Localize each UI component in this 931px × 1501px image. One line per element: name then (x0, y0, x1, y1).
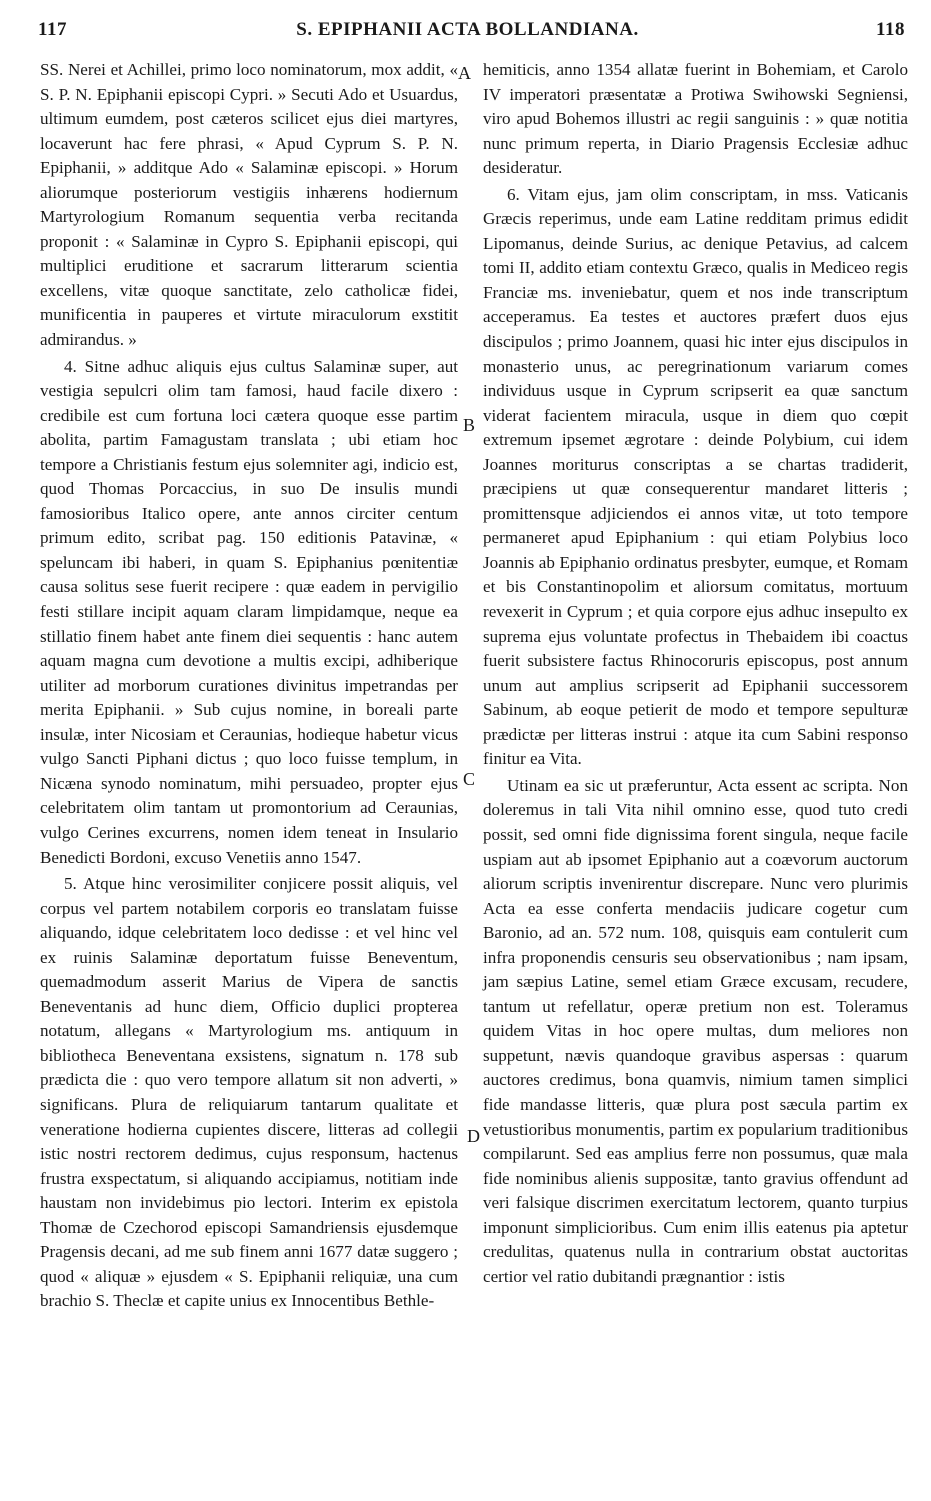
margin-letter-d: D (467, 1126, 480, 1146)
page-number-left: 117 (38, 19, 67, 40)
margin-letter-b: B (463, 415, 476, 435)
left-paragraph-2: 4. Sitne adhuc aliquis ejus cultus Salaminæ super, aut vestigia sepulcri olim tam famosi, haud facile dixero : credibile est cum fortuna loci cætera quoque esse partim abolita, partim Famagustam translata ; ubi etiam hoc tempore a Christianis festum ejus solemniter agi, indicio est, quod Thomas Porcaccius, in suo De insulis mundi famosioribus Italico opere, ante annos circiter centum primum edito, scribat pag. 150 editionis Patavinæ, « speluncam ibi haberi, in quam S. Epiphanius pœnitentiæ causa solitus sese fuerit recipere : quæ eadem in pervigilio festi stillare incipit aquam claram limpidamque, neque ea stillatio finem habet ante finem diei sequentis : hanc autem aquam magna cum devotione a multis excipi, adhiberique utiliter ad morborum curationes divinitus impetrandas per merita Epiphanii. » Sub cujus nomine, in boreali parte insulæ, inter Nicosiam et Ceraunias, hodieque habetur vicus vulgo Sancti Piphani dictus ; quo loco fuisse templum, in Nicæna synodo nominatum, mihi persuadeo, propter ejus celebritatem olim tantam ut promontorium ad Ceraunias, vulgo Cerines excurrens, nomen idem teneat in Insulario Benedicti Bordoni, excuso Venetiis anno 1547. (40, 356, 458, 867)
page-number-right: 118 (876, 19, 905, 40)
page-title: S. EPIPHANII ACTA BOLLANDIANA. (296, 19, 639, 40)
left-paragraph-3: 5. Atque hinc verosimiliter conjicere possit aliquis, vel corpus vel partem notabilem corporis eo translatam fuisse aliquando, idque celebritatem loco dedisse : et vel hinc vel ex ruinis Salaminæ deportatum fuisse Beneventum, quemadmodum asserit Marius de Vipera de sanctis Beneventanis ad hunc diem, Officio duplici propterea notatum, allegans « Martyrologium ms. antiquum in bibliotheca Beneventana exsistens, signatum n. 178 sub prædicta die : quo vero tempore allatum sit non adverti, » significans. Plura de reliquiarum tantarum qualitate et veneratione hodierna cupientes discere, litteras ad collegii istic nostri rectorem dedimus, cujus responsum, hactenus frustra exspectatum, si aliquando accipiamus, notitiam inde haustam non invidebimus pio lectori. Interim ex epistola Thomæ de Czechorod episcopi Samandriensis ejusdemque Pragensis decani, ad me sub finem anni 1677 datæ suggero ; quod « aliquæ » ejusdem « S. Epiphanii reliquiæ, una cum brachio S. Theclæ et capite unius ex Innocentibus Bethle- (40, 874, 458, 1311)
margin-letter-a: A (458, 63, 471, 83)
running-head (30, 10, 905, 50)
right-paragraph-2: 6. Vitam ejus, jam olim conscriptam, in mss. Vaticanis Græcis reperimus, unde eam Latine redditam primus edidit Lipomanus, deinde Surius, ac denique Petavius, ad calcem tomi II, addito etiam contextu Græco, qualis in Mediceo regis Franciæ ms. inveniebatur, quem et nos inde transcriptum acceperamus. Ea testes et auctores præfert duos ejus discipulos ; primo Joannem, quasi hic inter ejus discipulos in monasterio unus, ac peregrinationum variarum comes individuus usque in Cyprum scripserit ea quæ sanctum viderat facientem miracula, usque in diem quo cœpit extremum ipsemet ægrotare : deinde Polybium, cui idem Joannes moriturus conscriptas a se chartas tradiderit, præcipiens ut quæ consequerentur mandaret litteris ; promittensque adjiciendos ei annos vitæ, ut toto tempore permaneret apud Epiphanium : qui etiam Polybius loco Joannis ab Epiphanio ordinatus presbyter, eumque, et Romam et bis Constantinopolim et aliorsum comitatus, mortuum revexerit in Cyprum ; et quia corpore ejus adhuc insepulto ex suprema ejus voluntate profectus in Thebaidem ibi coactus fuerit subsistere factus Rhinocoruris episcopus, post annum unum aut amplius scripserit ad Epiphanii successorem Sabinum, ab eoque petierit de modo et tempore sepulturæ prædictæ per litteras instrui : atque ita cum Sabini responso finitur ea Vita. (483, 184, 908, 769)
left-paragraph-1: SS. Nerei et Achillei, primo loco nominatorum, mox addit, « S. P. N. Epiphanii episcopi Cypri. » Secuti Ado et Usuardus, ultimum eumdem, post cæteros scilicet ejus diei martyres, locaverunt hac fere phrasi, « Apud Cyprum S. P. N. Epiphanii, » additque Ado « Salaminæ episcopi. » Horum aliorumque posteriorum vestigiis inhærens hodiernum Martyrologium Romanum sequentia verba recitanda proponit : « Salaminæ in Cypro S. Epiphanii episcopi, qui multiplici eruditione et sacrarum litterarum scientia excellens, vitæ quoque sanctitate, zelo catholicæ fidei, munificentia in pauperes et virtute miraculorum exstitit admirandus. » (40, 60, 458, 350)
right-paragraph-1: hemiticis, anno 1354 allatæ fuerint in Bohemiam, et Carolo IV imperatori præsentatæ a Protiwa Swihowski Segniensi, viro apud Bohemos illustri ac regii sanguinis : » quæ notitia nunc primum reperta, in Diario Pragensis Ecclesiæ adhuc desideratur. (483, 60, 908, 178)
left-column (40, 58, 458, 1314)
right-column (483, 58, 908, 1289)
margin-letter-c: C (463, 769, 476, 789)
right-paragraph-3: Utinam ea sic ut præferuntur, Acta essent ac scripta. Non doleremus in tali Vita nihil omnino esse, quod tuto credi possit, sed omni fide dignissima forent singula, neque facile uspiam aut ab ipsomet Epiphanio aut a coævorum auctorum aliorum scriptis invenirentur discrepare. Nunc vero plurimis Acta ea esse conferta mendaciis judicare cogetur cum Baronio, ad an. 572 num. 108, quisquis eam contulerit cum infra proponendis censuris seu observationibus ; nam ipsam, jam sæpius Latine, semel etiam Græce excusam, recudere, tantum ut refellatur, operæ pretium non est. Toleramus quidem Vitas in hoc opere multas, dum meliores non suppetunt, nævis quandoque gravibus aspersas : quarum auctores credimus, bona quamvis, nimium tamen simplici fide mandasse litteris, quæ plura post sæcula partim ex vetustioribus monumentis, partim ex popularium traditionibus compilarunt. Sed eas amplius ferre non possumus, quæ mala fide nominibus alienis suppositæ, tanto gravius offendunt ad veri falsique discrimen exercitatum lectorem, quanto turpius imponunt simplicioribus. Cum enim illis eatenus pia aptetur credulitas, quatenus nulla in contrarium obstat auctoritas certior vel ratio dubitandi prægnantior : istis (483, 775, 908, 1286)
